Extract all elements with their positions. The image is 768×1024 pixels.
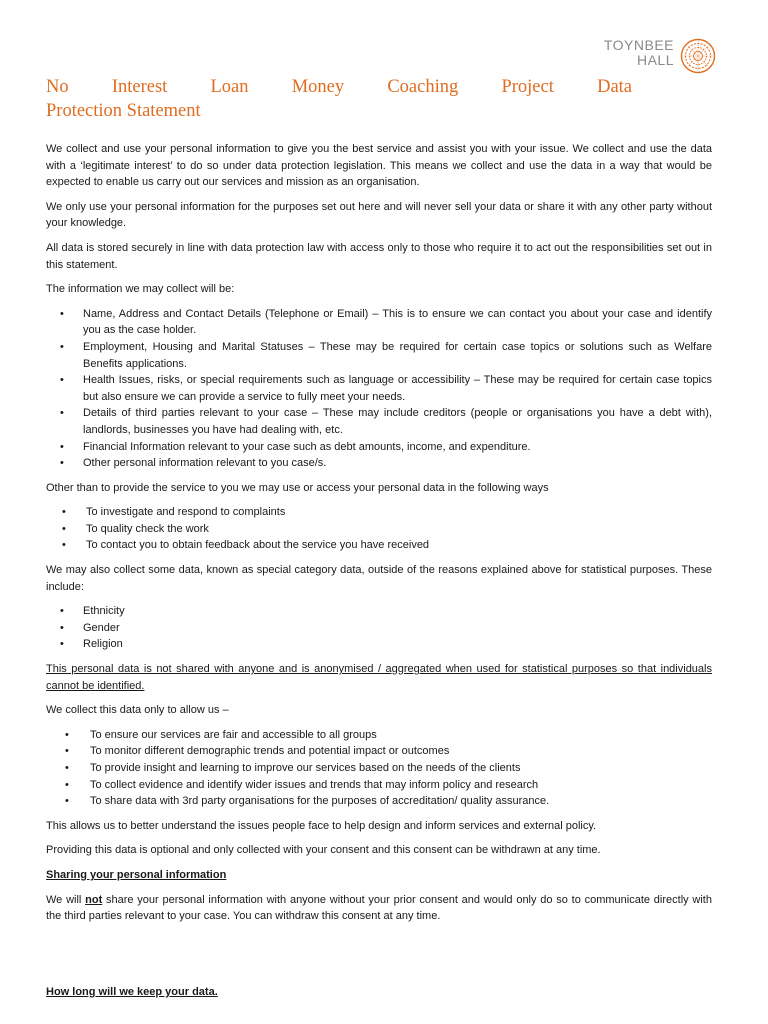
title-line-1 xyxy=(46,75,632,99)
title-line-2: Protection Statement xyxy=(46,101,201,121)
list-item: • Ethnicity xyxy=(46,603,712,620)
logo-text xyxy=(596,38,674,68)
list-item: • To collect evidence and identify wider issues and trends that may inform policy and research xyxy=(46,777,712,794)
paragraph-secure-storage: All data is stored securely in line with data protection law with access only to those who require it to act out the responsibilities set out in this statement. xyxy=(46,241,712,271)
list-item: • To ensure our services are fair and accessible to all groups xyxy=(46,727,712,744)
paragraph-collect-intro: The information we may collect will be: xyxy=(46,283,235,296)
blank-space xyxy=(46,933,712,984)
emphasis-not: not xyxy=(85,893,103,906)
list-item: • Religion xyxy=(46,636,712,653)
list-item: • To provide insight and learning to improve our services based on the needs of the clients xyxy=(46,760,712,777)
list-item: • Details of third parties relevant to your case – These may include creditors (people or organisations you have a debt with), landlords, businesses you have had dealing with, etc. xyxy=(46,405,712,438)
list-item: • Name, Address and Contact Details (Telephone or Email) – This is to ensure we can contact you about your case and identify you as the case holder. xyxy=(46,306,712,339)
data-uses-list xyxy=(46,504,712,554)
title-line-1-right: Data xyxy=(597,77,633,97)
title-line-1-left: No Interest Loan Money Coaching Project xyxy=(46,77,554,97)
paragraph-other-uses: Other than to provide the service to you we may use or access your personal data in the following ways xyxy=(46,481,549,494)
list-item: • Gender xyxy=(46,620,712,637)
special-category-list xyxy=(46,603,712,653)
list-item: • Employment, Housing and Marital Statuses – These may be required for certain case topics or solutions such as Welfare Benefits applications. xyxy=(46,339,712,372)
paragraph-no-sell: We only use your personal information for the purposes set out here and will never sell your data or share it with any other party without your knowledge. xyxy=(46,200,712,230)
logo-emblem-icon xyxy=(680,38,716,74)
sharing-text-start: We will xyxy=(46,893,86,906)
paragraph-intro: We collect and use your personal information to give you the best service and assist you with your issue. We collect and use the data with a ‘legitimate interest’ to do so under data protection legislation. This means we collect and use the data in a way that would be expected to enable us carry out our services and mission as an organisation. xyxy=(46,143,712,189)
sharing-text-end: share your personal information with anyone without your prior consent and would only do so to communicate directly with the third parties relevant to your case. You can withdraw this consent at any time. xyxy=(46,893,712,923)
list-item: • To share data with 3rd party organisations for the purposes of accreditation/ quality assurance. xyxy=(46,793,712,810)
heading-retention: How long will we keep your data. xyxy=(46,985,218,998)
purpose-list xyxy=(46,727,712,810)
paragraph-understand-issues: This allows us to better understand the issues people face to help design and inform services and external policy. xyxy=(46,819,597,832)
logo-line-2: HALL xyxy=(636,52,674,68)
list-item: • To quality check the work xyxy=(46,521,712,538)
list-item: • Other personal information relevant to you case/s. xyxy=(46,455,712,472)
paragraph-optional-consent: Providing this data is optional and only collected with your consent and this consent can be withdrawn at any time. xyxy=(46,844,601,857)
heading-sharing: Sharing your personal information xyxy=(46,868,227,881)
list-item: • To contact you to obtain feedback about the service you have received xyxy=(46,537,712,554)
list-item: • To investigate and respond to complaints xyxy=(46,504,712,521)
list-item: • To monitor different demographic trends and potential impact or outcomes xyxy=(46,743,712,760)
document-title xyxy=(46,75,636,123)
paragraph-special-category: We may also collect some data, known as special category data, outside of the reasons explained above for statistical purposes. These include: xyxy=(46,564,712,593)
collected-information-list xyxy=(46,306,712,472)
paragraph-collect-purpose: We collect this data only to allow us – xyxy=(46,704,229,717)
paragraph-sharing xyxy=(46,892,712,925)
paragraph-anonymised: This personal data is not shared with anyone and is anonymised / aggregated when used for statistical purposes so that individuals cannot be identified. xyxy=(46,663,712,692)
document-body xyxy=(46,141,712,1008)
toynbee-hall-logo xyxy=(596,38,718,74)
list-item: • Financial Information relevant to your case such as debt amounts, income, and expenditure. xyxy=(46,439,712,456)
logo-line-1: TOYNBEE xyxy=(603,37,674,53)
list-item: • Health Issues, risks, or special requirements such as language or accessibility – These may be required for certain case topics but also ensure we can provide a service to fully meet your needs. xyxy=(46,372,712,405)
